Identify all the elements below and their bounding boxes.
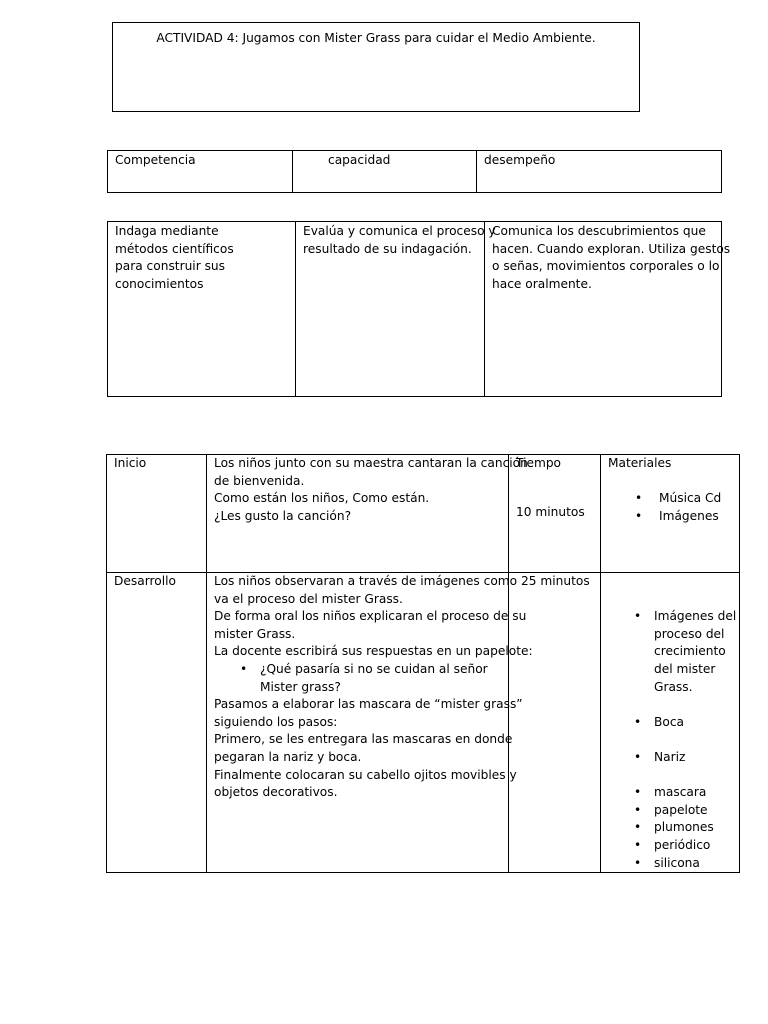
table-row: [107, 455, 740, 573]
materiales-cell: Materiales • Música Cd • Imágenes: [601, 455, 740, 573]
capacidad-header: capacidad: [293, 151, 477, 193]
list-item: • Música Cd: [608, 490, 732, 508]
list-item: • mascara: [608, 784, 732, 802]
list-item: • periódico: [608, 837, 732, 855]
list-item: • Boca: [608, 714, 732, 732]
desempeno-cell: Comunica los descubrimientos que hacen. Cuando exploran. Utiliza gestos o señas, movimientos corporales o lo hace oralmente.: [485, 222, 722, 397]
inicio-description: Los niños junto con su maestra cantaran la canción de bienvenida. Como están los niños, Como están. ¿Les gusto la canción?: [207, 455, 509, 573]
activity-plan-table: [106, 454, 740, 873]
competency-table: [107, 221, 731, 397]
competencia-header: Competencia: [108, 151, 293, 193]
list-item: • ¿Qué pasaría si no se cuidan al señor: [214, 661, 501, 679]
list-item: • Imágenes del proceso del crecimiento del mister Grass.: [608, 608, 732, 696]
list-item: • plumones: [608, 819, 732, 837]
table-row: [108, 222, 722, 397]
capacidad-cell: Evalúa y comunica el proceso y resultado de su indagación.: [296, 222, 485, 397]
materiales-cell: [601, 573, 740, 873]
table-row: [107, 573, 740, 873]
activity-title: ACTIVIDAD 4: Jugamos con Mister Grass para cuidar el Medio Ambiente.: [156, 31, 596, 45]
tiempo-cell: 25 minutos: [509, 573, 601, 873]
desarrollo-description: Los niños observaran a través de imágenes como va el proceso del mister Grass. De forma oral los niños explicaran el proceso de su mister Grass. La docente escribirá sus respuestas en un papelote: • ¿Qué pasaría si no se cuidan al señor Mister grass? Pasamos a elaborar las mascara de “mister grass” siguiendo los pasos: Primero, se les entregara las mascaras en donde pegaran la nariz y boca. Finalmente colocaran su cabello ojitos movibles y objetos decorativos.: [207, 573, 509, 873]
table-row: [108, 151, 722, 193]
phase-cell: Desarrollo: [107, 573, 207, 873]
list-item: • Nariz: [608, 749, 732, 767]
header-table: [107, 150, 722, 193]
competencia-cell: Indaga mediante métodos científicos para construir sus conocimientos: [108, 222, 296, 397]
list-item: • silicona: [608, 855, 732, 873]
list-item: • Imágenes: [608, 508, 732, 526]
phase-cell: Inicio: [107, 455, 207, 573]
desempeno-header: desempeño: [477, 151, 722, 193]
tiempo-cell: Tiempo 10 minutos: [509, 455, 601, 573]
activity-title-box: [112, 22, 640, 112]
list-item: • papelote: [608, 802, 732, 820]
